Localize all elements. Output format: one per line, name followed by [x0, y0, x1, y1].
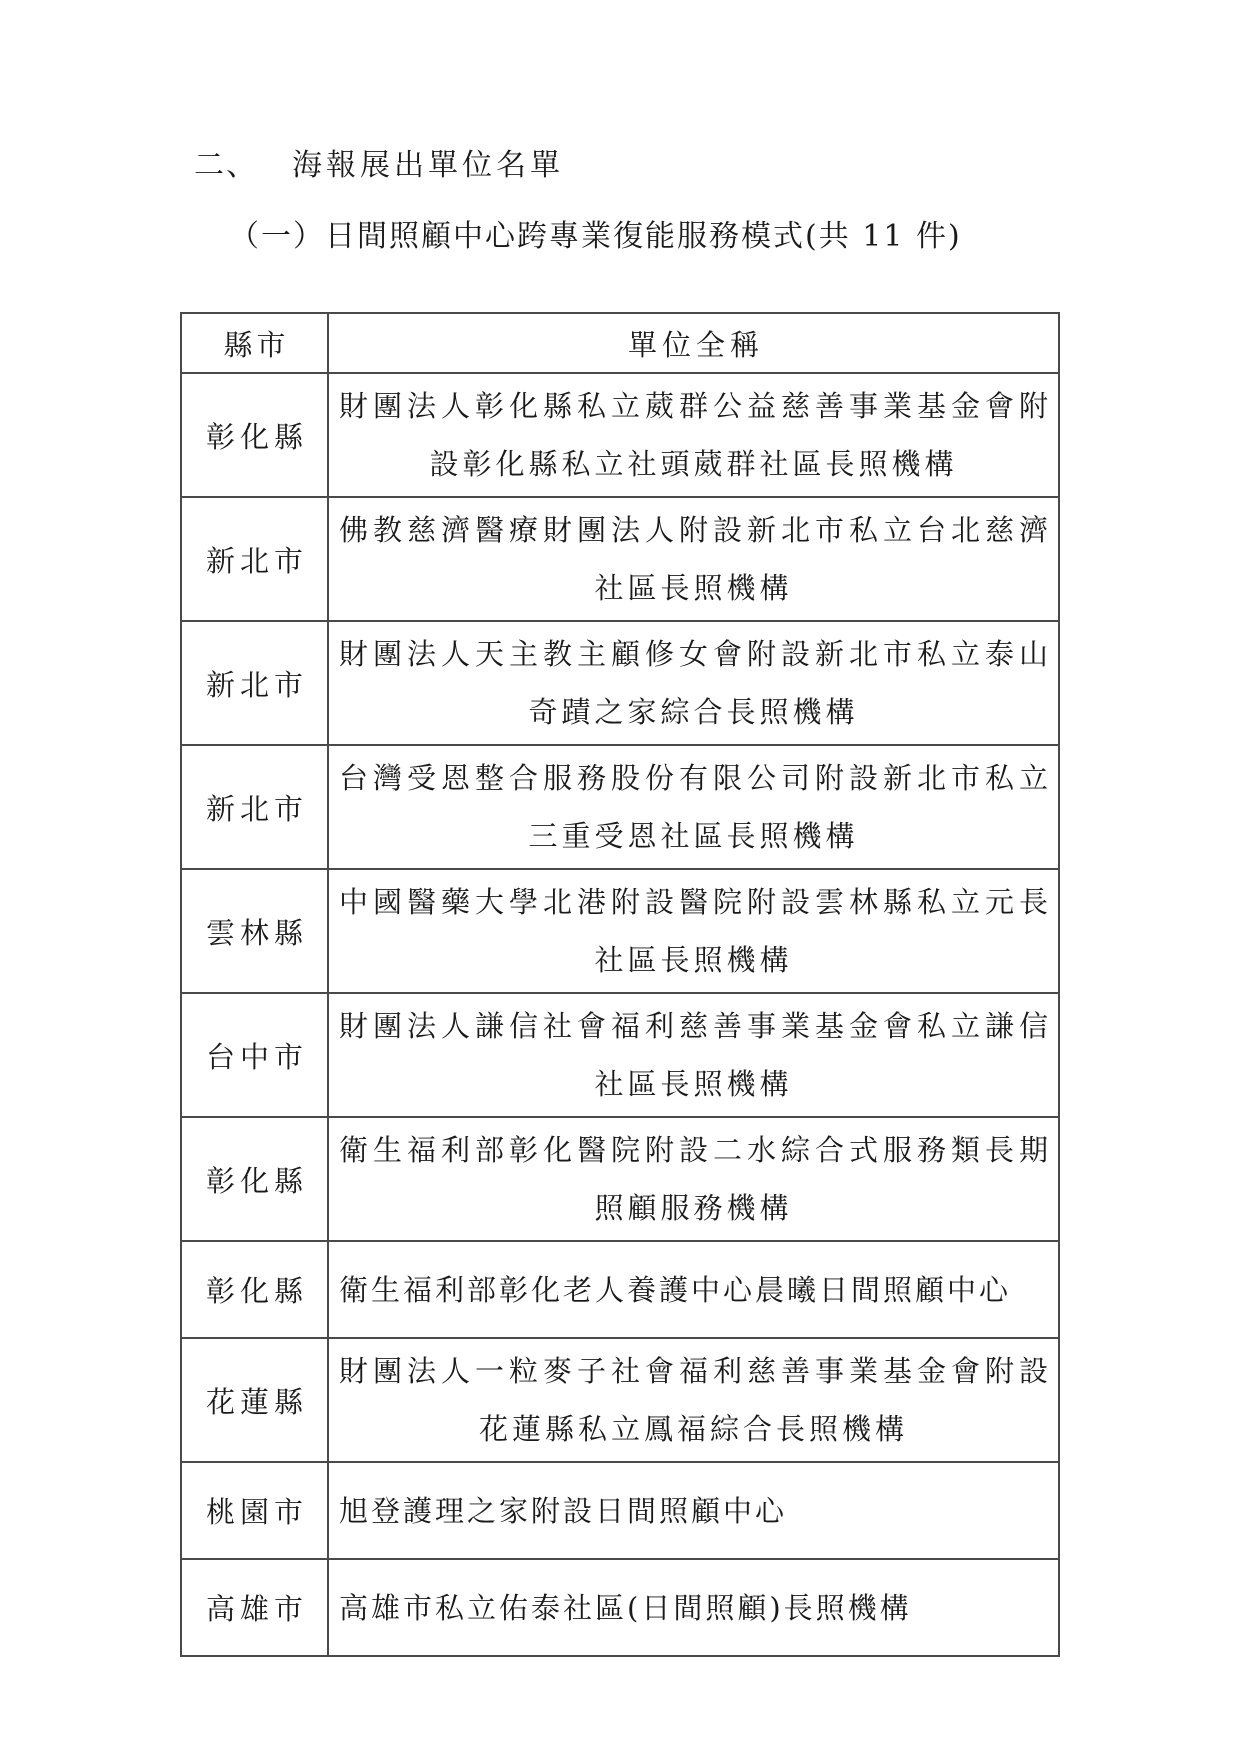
- unit-name-line: 佛教慈濟醫療財團法人附設新北市私立台北慈濟: [339, 513, 1048, 547]
- unit-name-cell: [328, 745, 1059, 869]
- county-cell: 新北市: [181, 621, 328, 745]
- table-row: [181, 1117, 1059, 1241]
- table-row: [181, 497, 1059, 621]
- table-row: [181, 621, 1059, 745]
- units-table: [180, 312, 1060, 1657]
- unit-name-line: 旭登護理之家附設日間照顧中心: [339, 1493, 788, 1528]
- unit-name-line: 中國醫藥大學北港附設醫院附設雲林縣私立元長: [339, 885, 1048, 919]
- unit-name-cell: [328, 1241, 1059, 1338]
- unit-name-line: 衛生福利部彰化醫院附設二水綜合式服務類長期: [339, 1133, 1048, 1167]
- table-row: [181, 745, 1059, 869]
- unit-name-line: 財團法人天主教主顧修女會附設新北市私立泰山: [339, 637, 1048, 671]
- county-cell: 彰化縣: [181, 1241, 328, 1338]
- unit-name-cell: [328, 1117, 1059, 1241]
- county-cell: 彰化縣: [181, 1117, 328, 1241]
- county-cell: 雲林縣: [181, 869, 328, 993]
- unit-name-line: 社區長照機構: [594, 1067, 793, 1101]
- county-cell: 桃園市: [181, 1462, 328, 1559]
- unit-name-line: 花蓮縣私立鳳福綜合長照機構: [478, 1412, 908, 1446]
- unit-name-line: 高雄市私立佑泰社區(日間照顧)長照機構: [339, 1590, 912, 1625]
- unit-name-line: 照顧服務機構: [594, 1191, 793, 1225]
- county-cell: 花蓮縣: [181, 1338, 328, 1462]
- unit-name-cell: [328, 373, 1059, 497]
- unit-name-line: 財團法人一粒麥子社會福利慈善事業基金會附設: [339, 1354, 1048, 1388]
- section-title: [194, 148, 564, 184]
- county-cell: 台中市: [181, 993, 328, 1117]
- unit-name-line: 設彰化縣私立社頭葳群社區長照機構: [429, 447, 958, 481]
- table-row: [181, 1241, 1059, 1338]
- unit-name-line: 財團法人彰化縣私立葳群公益慈善事業基金會附: [339, 389, 1048, 423]
- unit-name-line: 三重受恩社區長照機構: [528, 819, 859, 853]
- table-body: [181, 373, 1059, 1656]
- county-cell: 彰化縣: [181, 373, 328, 497]
- table-row: [181, 373, 1059, 497]
- unit-name-line: 台灣受恩整合服務股份有限公司附設新北市私立: [339, 761, 1048, 795]
- table-row: [181, 869, 1059, 993]
- table-row: [181, 1462, 1059, 1559]
- unit-name-column-header: 單位全稱: [328, 313, 1059, 373]
- unit-name-cell: [328, 1462, 1059, 1559]
- section-title-text: 海報展出單位名單: [292, 148, 564, 183]
- county-cell: 新北市: [181, 745, 328, 869]
- subsection-title: （一）日間照顧中心跨專業復能服務模式(共 11 件): [229, 219, 962, 254]
- unit-name-line: 社區長照機構: [594, 943, 793, 977]
- county-cell: 高雄市: [181, 1559, 328, 1656]
- county-column-header: 縣市: [181, 313, 328, 373]
- unit-name-line: 財團法人謙信社會福利慈善事業基金會私立謙信: [339, 1009, 1048, 1043]
- unit-name-line: 奇蹟之家綜合長照機構: [528, 695, 859, 729]
- unit-name-cell: [328, 869, 1059, 993]
- table-row: [181, 993, 1059, 1117]
- unit-name-cell: [328, 993, 1059, 1117]
- county-cell: 新北市: [181, 497, 328, 621]
- unit-name-line: 社區長照機構: [594, 571, 793, 605]
- unit-name-cell: [328, 1559, 1059, 1656]
- section-number: 二、: [194, 148, 258, 183]
- table-row: [181, 1559, 1059, 1656]
- unit-name-cell: [328, 1338, 1059, 1462]
- unit-name-cell: [328, 621, 1059, 745]
- unit-name-cell: [328, 497, 1059, 621]
- table-row: [181, 1338, 1059, 1462]
- table-header-row: [181, 313, 1059, 373]
- unit-name-line: 衛生福利部彰化老人養護中心晨曦日間照顧中心: [339, 1272, 1012, 1307]
